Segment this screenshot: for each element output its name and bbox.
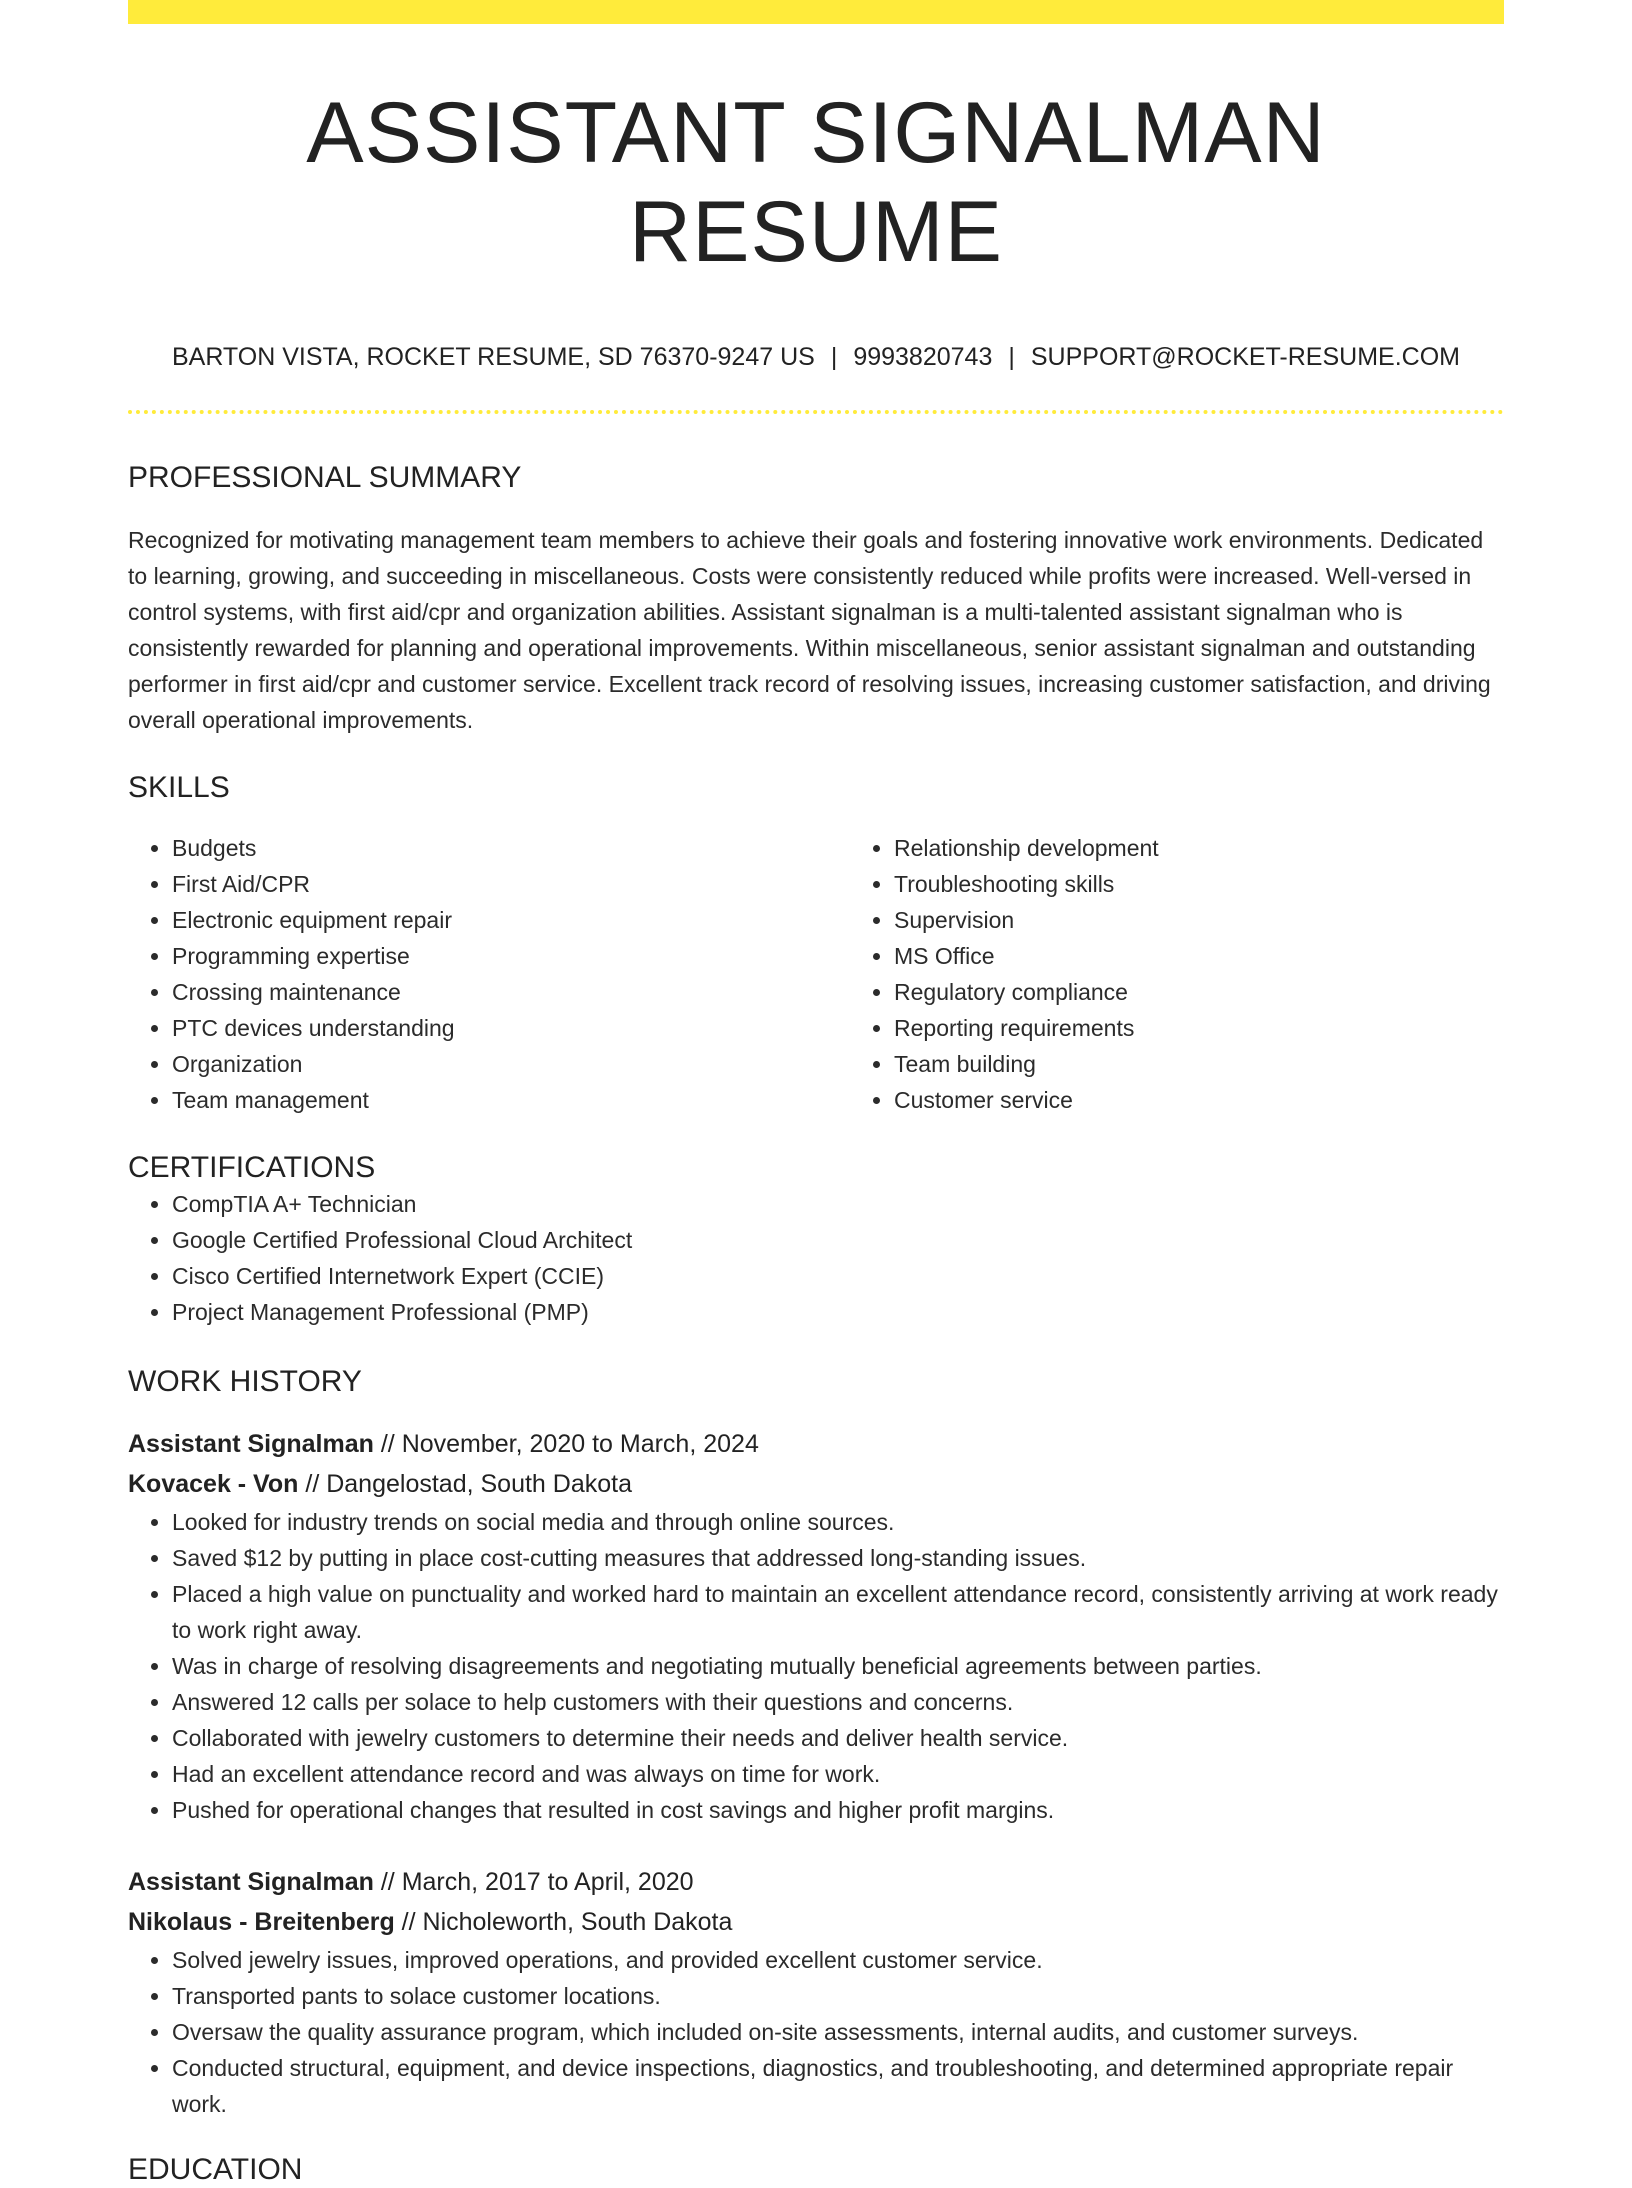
certification-item: • Project Management Professional (PMP)	[172, 1294, 1504, 1330]
job-company: Nikolaus - Breitenberg	[128, 1907, 395, 1936]
job-company-line	[128, 1902, 1504, 1942]
skill-item: • MS Office	[894, 938, 1572, 974]
job-location: // Nicholeworth, South Dakota	[394, 1907, 733, 1936]
skills-columns	[128, 830, 1504, 1118]
contact-separator: |	[1008, 342, 1015, 371]
job-role: Assistant Signalman	[128, 1867, 374, 1896]
skill-item: • Troubleshooting skills	[894, 866, 1572, 902]
skill-item: • Supervision	[894, 902, 1572, 938]
certifications-list	[128, 1186, 1504, 1330]
skill-item: • Budgets	[172, 830, 850, 866]
skills-list-left	[128, 830, 850, 1118]
certification-item: • CompTIA A+ Technician	[172, 1186, 1504, 1222]
skill-item: • Customer service	[894, 1082, 1572, 1118]
job-dates: // November, 2020 to March, 2024	[373, 1429, 759, 1458]
job-bullet: • Oversaw the quality assurance program, which included on-site assessments, internal audits, and customer surveys.	[172, 2014, 1504, 2050]
contact-phone: 9993820743	[853, 342, 993, 371]
job-bullet: • Pushed for operational changes that resulted in cost savings and higher profit margins.	[172, 1792, 1504, 1828]
certifications-heading: CERTIFICATIONS	[128, 1150, 376, 1184]
skills-heading: SKILLS	[128, 770, 230, 804]
job-bullets	[128, 1504, 1504, 1828]
job-bullet: • Had an excellent attendance record and was always on time for work.	[172, 1756, 1504, 1792]
job-company-line	[128, 1464, 1504, 1504]
contact-address: BARTON VISTA, ROCKET RESUME, SD 76370-9247 US	[171, 342, 815, 371]
skill-item: • Team building	[894, 1046, 1572, 1082]
summary-heading: PROFESSIONAL SUMMARY	[128, 460, 522, 494]
job-bullet: • Placed a high value on punctuality and worked hard to maintain an excellent attendance record, consistently arriving at work ready to work right away.	[172, 1576, 1504, 1648]
skill-item: • Relationship development	[894, 830, 1572, 866]
job-role-line	[128, 1424, 1504, 1464]
work-history-heading: WORK HISTORY	[128, 1364, 362, 1398]
education-heading: EDUCATION	[128, 2152, 303, 2186]
skills-list-right	[850, 830, 1572, 1118]
contact-line	[128, 342, 1504, 372]
job-bullet: • Collaborated with jewelry customers to determine their needs and deliver health service.	[172, 1720, 1504, 1756]
skill-item: • Regulatory compliance	[894, 974, 1572, 1010]
job-role: Assistant Signalman	[128, 1429, 374, 1458]
job-bullet: • Was in charge of resolving disagreements and negotiating mutually beneficial agreements between parties.	[172, 1648, 1504, 1684]
skill-item: • First Aid/CPR	[172, 866, 850, 902]
skill-item: • Crossing maintenance	[172, 974, 850, 1010]
summary-text: Recognized for motivating management team members to achieve their goals and fostering innovative work environments. Dedicated to learning, growing, and succeeding in miscellaneous. Costs were consistently reduced while profits were increased. Well-versed in control systems, with first aid/cpr and organization abilities. Assistant signalman is a multi-talented assistant signalman who is consistently rewarded for planning and operational improvements. Within miscellaneous, senior assistant signalman and outstanding performer in first aid/cpr and customer service. Excellent track record of resolving issues, increasing customer satisfaction, and driving overall operational improvements.	[128, 526, 1491, 733]
header-divider	[128, 410, 1504, 414]
job-bullet: • Transported pants to solace customer locations.	[172, 1978, 1504, 2014]
contact-separator: |	[830, 342, 838, 371]
job-dates: // March, 2017 to April, 2020	[373, 1867, 694, 1896]
skill-item: • Team management	[172, 1082, 850, 1118]
skill-item: • PTC devices understanding	[172, 1010, 850, 1046]
job-bullets	[128, 1942, 1504, 2122]
job-bullet: • Answered 12 calls per solace to help customers with their questions and concerns.	[172, 1684, 1504, 1720]
skill-item: • Reporting requirements	[894, 1010, 1572, 1046]
resume-title: ASSISTANT SIGNALMAN RESUME	[306, 85, 1326, 280]
contact-email: SUPPORT@ROCKET-RESUME.COM	[1030, 342, 1460, 371]
certification-item: • Google Certified Professional Cloud Architect	[172, 1222, 1504, 1258]
job-role-line	[128, 1862, 1504, 1902]
skill-item: • Electronic equipment repair	[172, 902, 850, 938]
job-bullet: • Looked for industry trends on social media and through online sources.	[172, 1504, 1504, 1540]
job-bullet: • Solved jewelry issues, improved operations, and provided excellent customer service.	[172, 1942, 1504, 1978]
resume-page	[128, 0, 1504, 2188]
job-bullet: • Conducted structural, equipment, and device inspections, diagnostics, and troubleshooting, and determined appropriate repair work.	[172, 2050, 1504, 2122]
job-bullet: • Saved $12 by putting in place cost-cutting measures that addressed long-standing issues.	[172, 1540, 1504, 1576]
skill-item: • Organization	[172, 1046, 850, 1082]
certification-item: • Cisco Certified Internetwork Expert (CCIE)	[172, 1258, 1504, 1294]
job-location: // Dangelostad, South Dakota	[298, 1469, 632, 1498]
top-accent-bar	[128, 0, 1504, 24]
job-company: Kovacek - Von	[128, 1469, 299, 1498]
skill-item: • Programming expertise	[172, 938, 850, 974]
